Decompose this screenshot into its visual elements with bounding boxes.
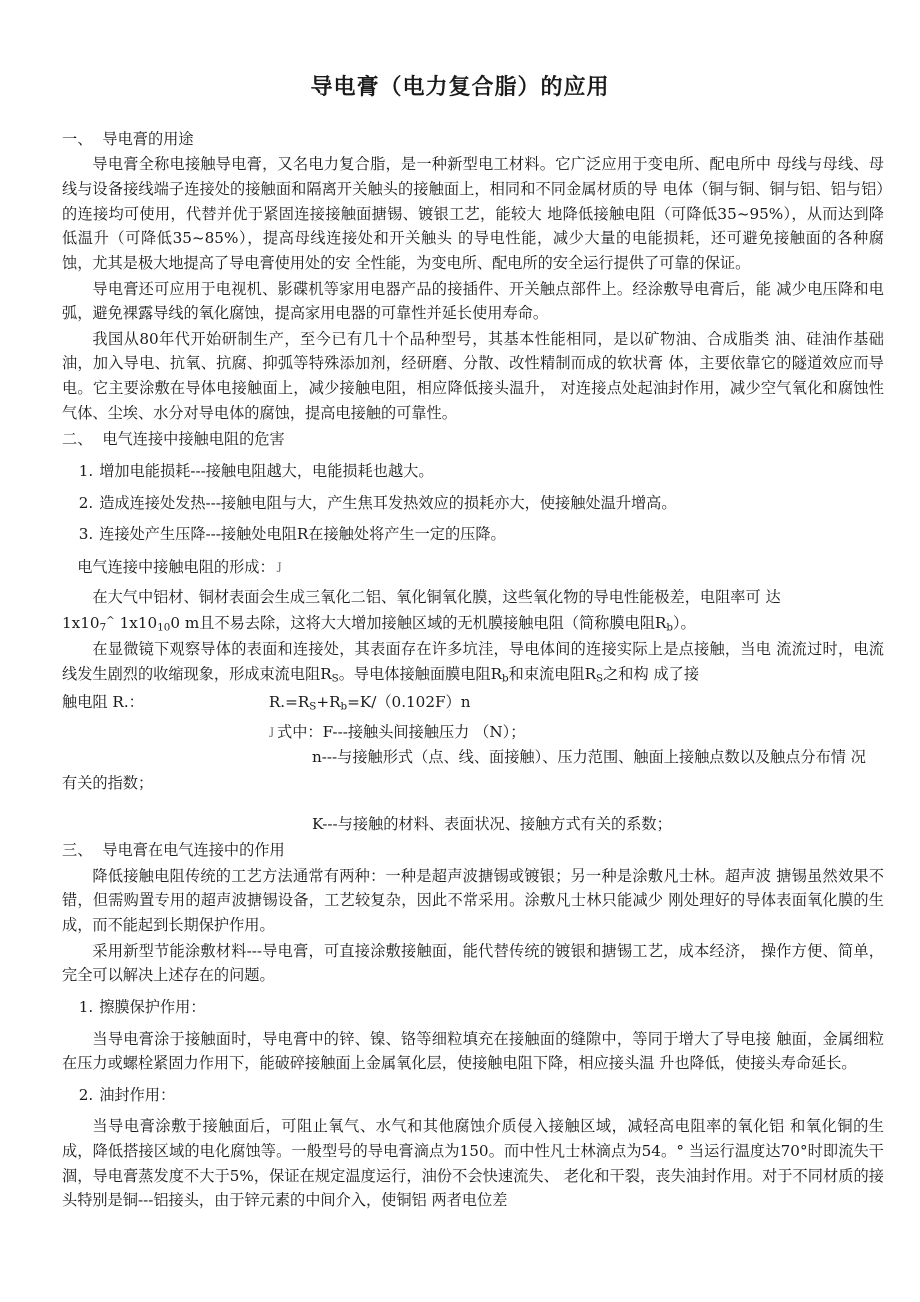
- formula-note-k: K---与接触的材料、表面状况、接触方式有关的系数；: [312, 814, 672, 833]
- subheading-text: 电气连接中接触电阻的形成：: [77, 557, 275, 576]
- resistivity-caret: ^: [106, 614, 115, 627]
- paragraph-text-end: ）。: [672, 614, 696, 633]
- paragraph: 当导电膏涂敷于接触面后，可阻止氧气、水气和其他腐蚀介质侵入接触区域，减轻高电阻率的氧化铝 和氧化铜的生成，降低搭接区域的电化腐蚀等。一般型号的导电膏滴点为150。而中性凡士林滴点为54。° 当运行温度达70°时即流失干涸，导电膏蒸发度不大于5%，保证在规定温度运行，油份不会快速流失、 老化和干裂，丧失油封作用。对于不同材质的接头特别是铜---铝接头，由于锌元素的中间介入，使铜铝 两者电位差: [62, 1117, 884, 1210]
- subheading-contact-resistance-formation: [62, 555, 884, 580]
- paragraph-text: 且不易去除，这将大大增加接触区域的无机膜接触电阻（简称膜电阻R: [199, 614, 667, 633]
- resistivity-subscript-2: 10: [157, 621, 171, 634]
- sub-item-heading: [62, 995, 884, 1020]
- formula-label: 触电阻 R.：: [62, 693, 144, 712]
- section-heading-3: [62, 838, 884, 863]
- section-heading-2: [62, 427, 884, 452]
- resistivity-value: $1x10_7^{\^{}}$ $1x10_{10}0$ m: [62, 614, 200, 634]
- sub-item-title: 油封作用：: [99, 1085, 176, 1104]
- formula-note-f: [62, 720, 884, 745]
- formula-subscript-b: b: [340, 700, 348, 713]
- stream-resistance-subscript: S: [596, 672, 604, 685]
- contact-resistance-formula-row: [62, 690, 884, 715]
- paragraph: 我国从80年代开始研制生产，至今已有几十个品种型号，其基本性能相同，是以矿物油、合成脂类 油、硅油作基础油，加入导电、抗氧、抗腐、抑弧等特殊添加剂，经研磨、分散、改性精制而成的软状膏 体，主要依靠它的隧道效应而导电。它主要涂敷在导体电接触面上，减少接触电阻，相应降低接头温升， 对连接点处起油封作用，减少空气氧化和腐蚀性气体、尘埃、水分对导电体的腐蚀，提高电接触的可靠性。: [62, 329, 884, 422]
- list-item-number: 2.: [78, 493, 94, 512]
- formula-expression: $R.=R_S+R_b=K/(0.102F)n$: [268, 693, 471, 713]
- film-resistance-subscript: b: [666, 621, 673, 634]
- paragraph-text: 在显微镜下观察导体的表面和连接处，其表面存在许多坑洼，导电体间的连接实际上是点接触，当电 流流过时，电流线发生剧烈的收缩现象，形成束流电阻R: [62, 640, 884, 683]
- section-title-2: 电气连接中接触电阻的危害: [102, 430, 285, 449]
- list-item: [62, 459, 884, 484]
- resistivity-subscript-1: 7: [99, 621, 107, 634]
- list-item-text: 连接处产生压降---接触处电阻R在接触处将产生一定的压降。: [99, 525, 506, 544]
- paragraph: 导电膏全称电接触导电膏，又名电力复合脂，是一种新型电工材料。它广泛应用于变电所、配电所中 母线与母线、母线与设备接线端子连接处的接触面和隔离开关触头的接触面上，相同和不同金属材质的导 电体（铜与铜、铜与铝、铝与铝）的连接均可使用，代替并优于紧固连接接触面搪锡、镀银工艺，能较大 地降低接触电阻（可降低35~95%），从而达到降低温升（可降低35~85%），提高母线连接处和开关触头 的导电性能，减少大量的电能损耗，还可避免接触面的各种腐蚀，尤其是极大地提高了导电膏使用处的安 全性能，为变电所、配电所的安全运行提供了可靠的保证。: [62, 155, 884, 272]
- section-heading-1: [62, 127, 884, 152]
- list-item-text: 造成连接处发热---接触电阻与大，产生焦耳发热效应的损耗亦大，使接触处温升增高。: [99, 493, 677, 512]
- formula-subscript-s: S: [309, 700, 317, 713]
- stray-artifact-glyph: J: [277, 561, 282, 573]
- paragraph-text: 在大气中铝材、铜材表面会生成三氧化二铝、氧化铜氧化膜，这些氧化物的导电性能极差，电阻率可 达: [92, 588, 781, 607]
- stray-artifact-glyph: J: [270, 726, 275, 738]
- paragraph: 降低接触电阻传统的工艺方法通常有两种：一种是超声波搪锡或镀银；另一种是涂敷凡士林。超声波 搪锡虽然效果不错，但需购置专用的超声波搪锡设备，工艺较复杂，因此不常采用。涂敷凡士林只能减少 刚处理好的导体表面氧化膜的生成，而不能起到长期保护作用。: [62, 866, 884, 935]
- formula-note-n: n---与接触形式（点、线、面接触）、压力范围、触面上接触点数以及触点分布情 况: [312, 748, 866, 767]
- list-item: [62, 522, 884, 547]
- list-item-text: 增加电能损耗---接触电阻越大，电能损耗也越大。: [99, 461, 434, 480]
- formula-note-n-continued: 有关的指数；: [62, 773, 154, 792]
- paragraph: 导电膏还可应用于电视机、影碟机等家用电器产品的接插件、开关触点部件上。经涂敷导电膏后，能 减少电压降和电弧，避免裸露导线的氧化腐蚀，提高家用电器的可靠性并延长使用寿命。: [62, 279, 884, 323]
- list-item-number: 3.: [78, 525, 94, 544]
- section-title-1: 导电膏的用途: [102, 129, 194, 148]
- sub-item-number: 2.: [78, 1085, 94, 1104]
- list-item: [62, 491, 884, 516]
- page-title: 导电膏（电力复合脂）的应用: [310, 74, 610, 100]
- film-resistance-subscript: b: [502, 672, 509, 685]
- sub-item-heading: [62, 1083, 884, 1108]
- section-title-3: 导电膏在电气连接中的作用: [102, 841, 285, 860]
- sub-item-number: 1.: [78, 997, 94, 1016]
- paragraph: 当导电膏涂于接触面时，导电膏中的锌、镍、铬等细粒填充在接触面的缝隙中，等同于增大了导电接 触面，金属细粒在压力或螺栓紧固力作用下，能破碎接触面上金属氧化层，使接触电阻下降，相应接头温 升也降低，使接头寿命延长。: [62, 1029, 884, 1073]
- sub-item-title: 擦膜保护作用：: [99, 997, 206, 1016]
- list-item-number: 1.: [78, 461, 94, 480]
- section-number-2: 二、: [62, 430, 93, 449]
- document-body: [0, 103, 920, 1213]
- section-number-1: 一、: [62, 129, 93, 148]
- paragraph-microscope: 在显微镜下观察导体的表面和连接处，其表面存在许多坑洼，导电体间的连接实际上是点接触，当电 流流过时，电流线发生剧烈的收缩现象，形成束流电阻$R_S$。导电体接触面膜电阻$R_b$和束流电阻$R_S$之和构 成了接: [62, 640, 884, 685]
- stream-resistance-subscript: S: [331, 672, 339, 685]
- formula-note-text: 式中：F---接触头间接触压力 （N）；: [277, 722, 526, 741]
- paragraph-resistivity-formula: [62, 611, 884, 636]
- paragraph: 采用新型节能涂敷材料---导电膏，可直接涂敷接触面，能代替传统的镀银和搪锡工艺，成本经济， 操作方便、简单，完全可以解决上述存在的问题。: [62, 941, 884, 985]
- paragraph-oxide-film: [62, 585, 884, 610]
- section-number-3: 三、: [62, 841, 93, 860]
